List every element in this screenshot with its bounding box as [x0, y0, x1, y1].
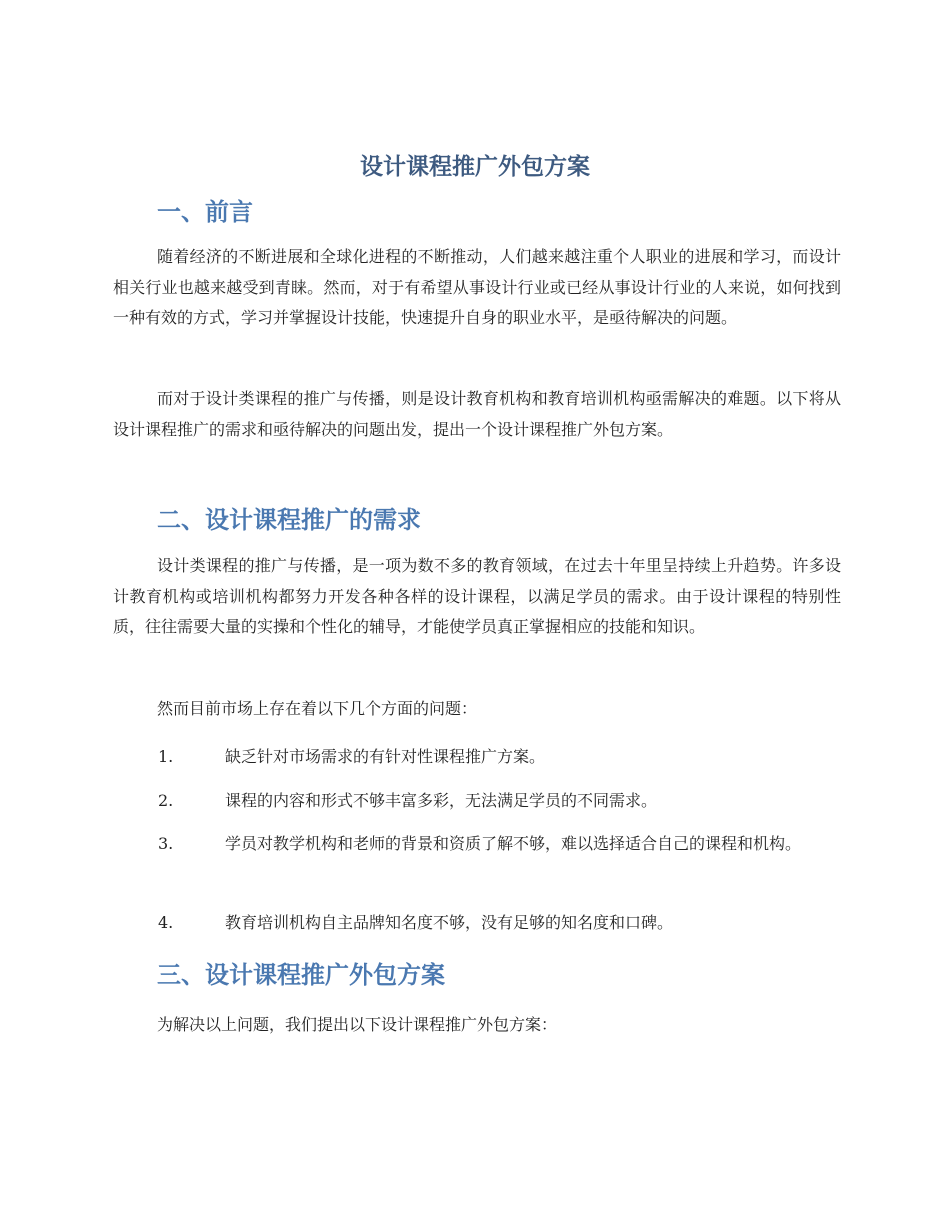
list-number: 2.	[158, 791, 174, 810]
list-text: 课程的内容和形式不够丰富多彩，无法满足学员的不同需求。	[225, 791, 658, 810]
list-number: 1.	[158, 747, 174, 766]
list-text: 缺乏针对市场需求的有针对性课程推广方案。	[225, 747, 546, 766]
list-text: 教育培训机构自主品牌知名度不够，没有足够的知名度和口碑。	[225, 913, 674, 932]
section-heading-intro: 一、前言	[157, 198, 253, 226]
list-number: 4.	[158, 913, 174, 932]
list-number: 3.	[158, 834, 174, 853]
list-item	[113, 786, 841, 817]
document-title: 设计课程推广外包方案	[360, 154, 590, 180]
paragraph: 随着经济的不断进展和全球化进程的不断推动，人们越来越注重个人职业的进展和学习，而设计相关行业也越来越受到青睐。然而，对于有希望从事设计行业或已经从事设计行业的人来说，如何找到一种有效的方式，学习并掌握设计技能，快速提升自身的职业水平，是亟待解决的问题。	[113, 247, 841, 327]
paragraph: 然而目前市场上存在着以下几个方面的问题：	[157, 699, 478, 718]
section-heading-solution: 三、设计课程推广外包方案	[157, 961, 445, 989]
list-text: 学员对教学机构和老师的背景和资质了解不够，难以选择适合自己的课程和机构。	[225, 834, 802, 853]
list-item	[113, 742, 841, 773]
paragraph: 设计类课程的推广与传播，是一项为数不多的教育领域，在过去十年里呈持续上升趋势。许多设计教育机构或培训机构都努力开发各种各样的设计课程，以满足学员的需求。由于设计课程的特别性质，往往需要大量的实操和个性化的辅导，才能使学员真正掌握相应的技能和知识。	[113, 556, 841, 636]
list-item	[113, 829, 841, 860]
section-heading-needs: 二、设计课程推广的需求	[157, 506, 421, 534]
paragraph: 为解决以上问题，我们提出以下设计课程推广外包方案：	[157, 1015, 558, 1034]
list-item	[113, 908, 841, 939]
paragraph: 而对于设计类课程的推广与传播，则是设计教育机构和教育培训机构亟需解决的难题。以下将从设计课程推广的需求和亟待解决的问题出发，提出一个设计课程推广外包方案。	[113, 389, 841, 439]
